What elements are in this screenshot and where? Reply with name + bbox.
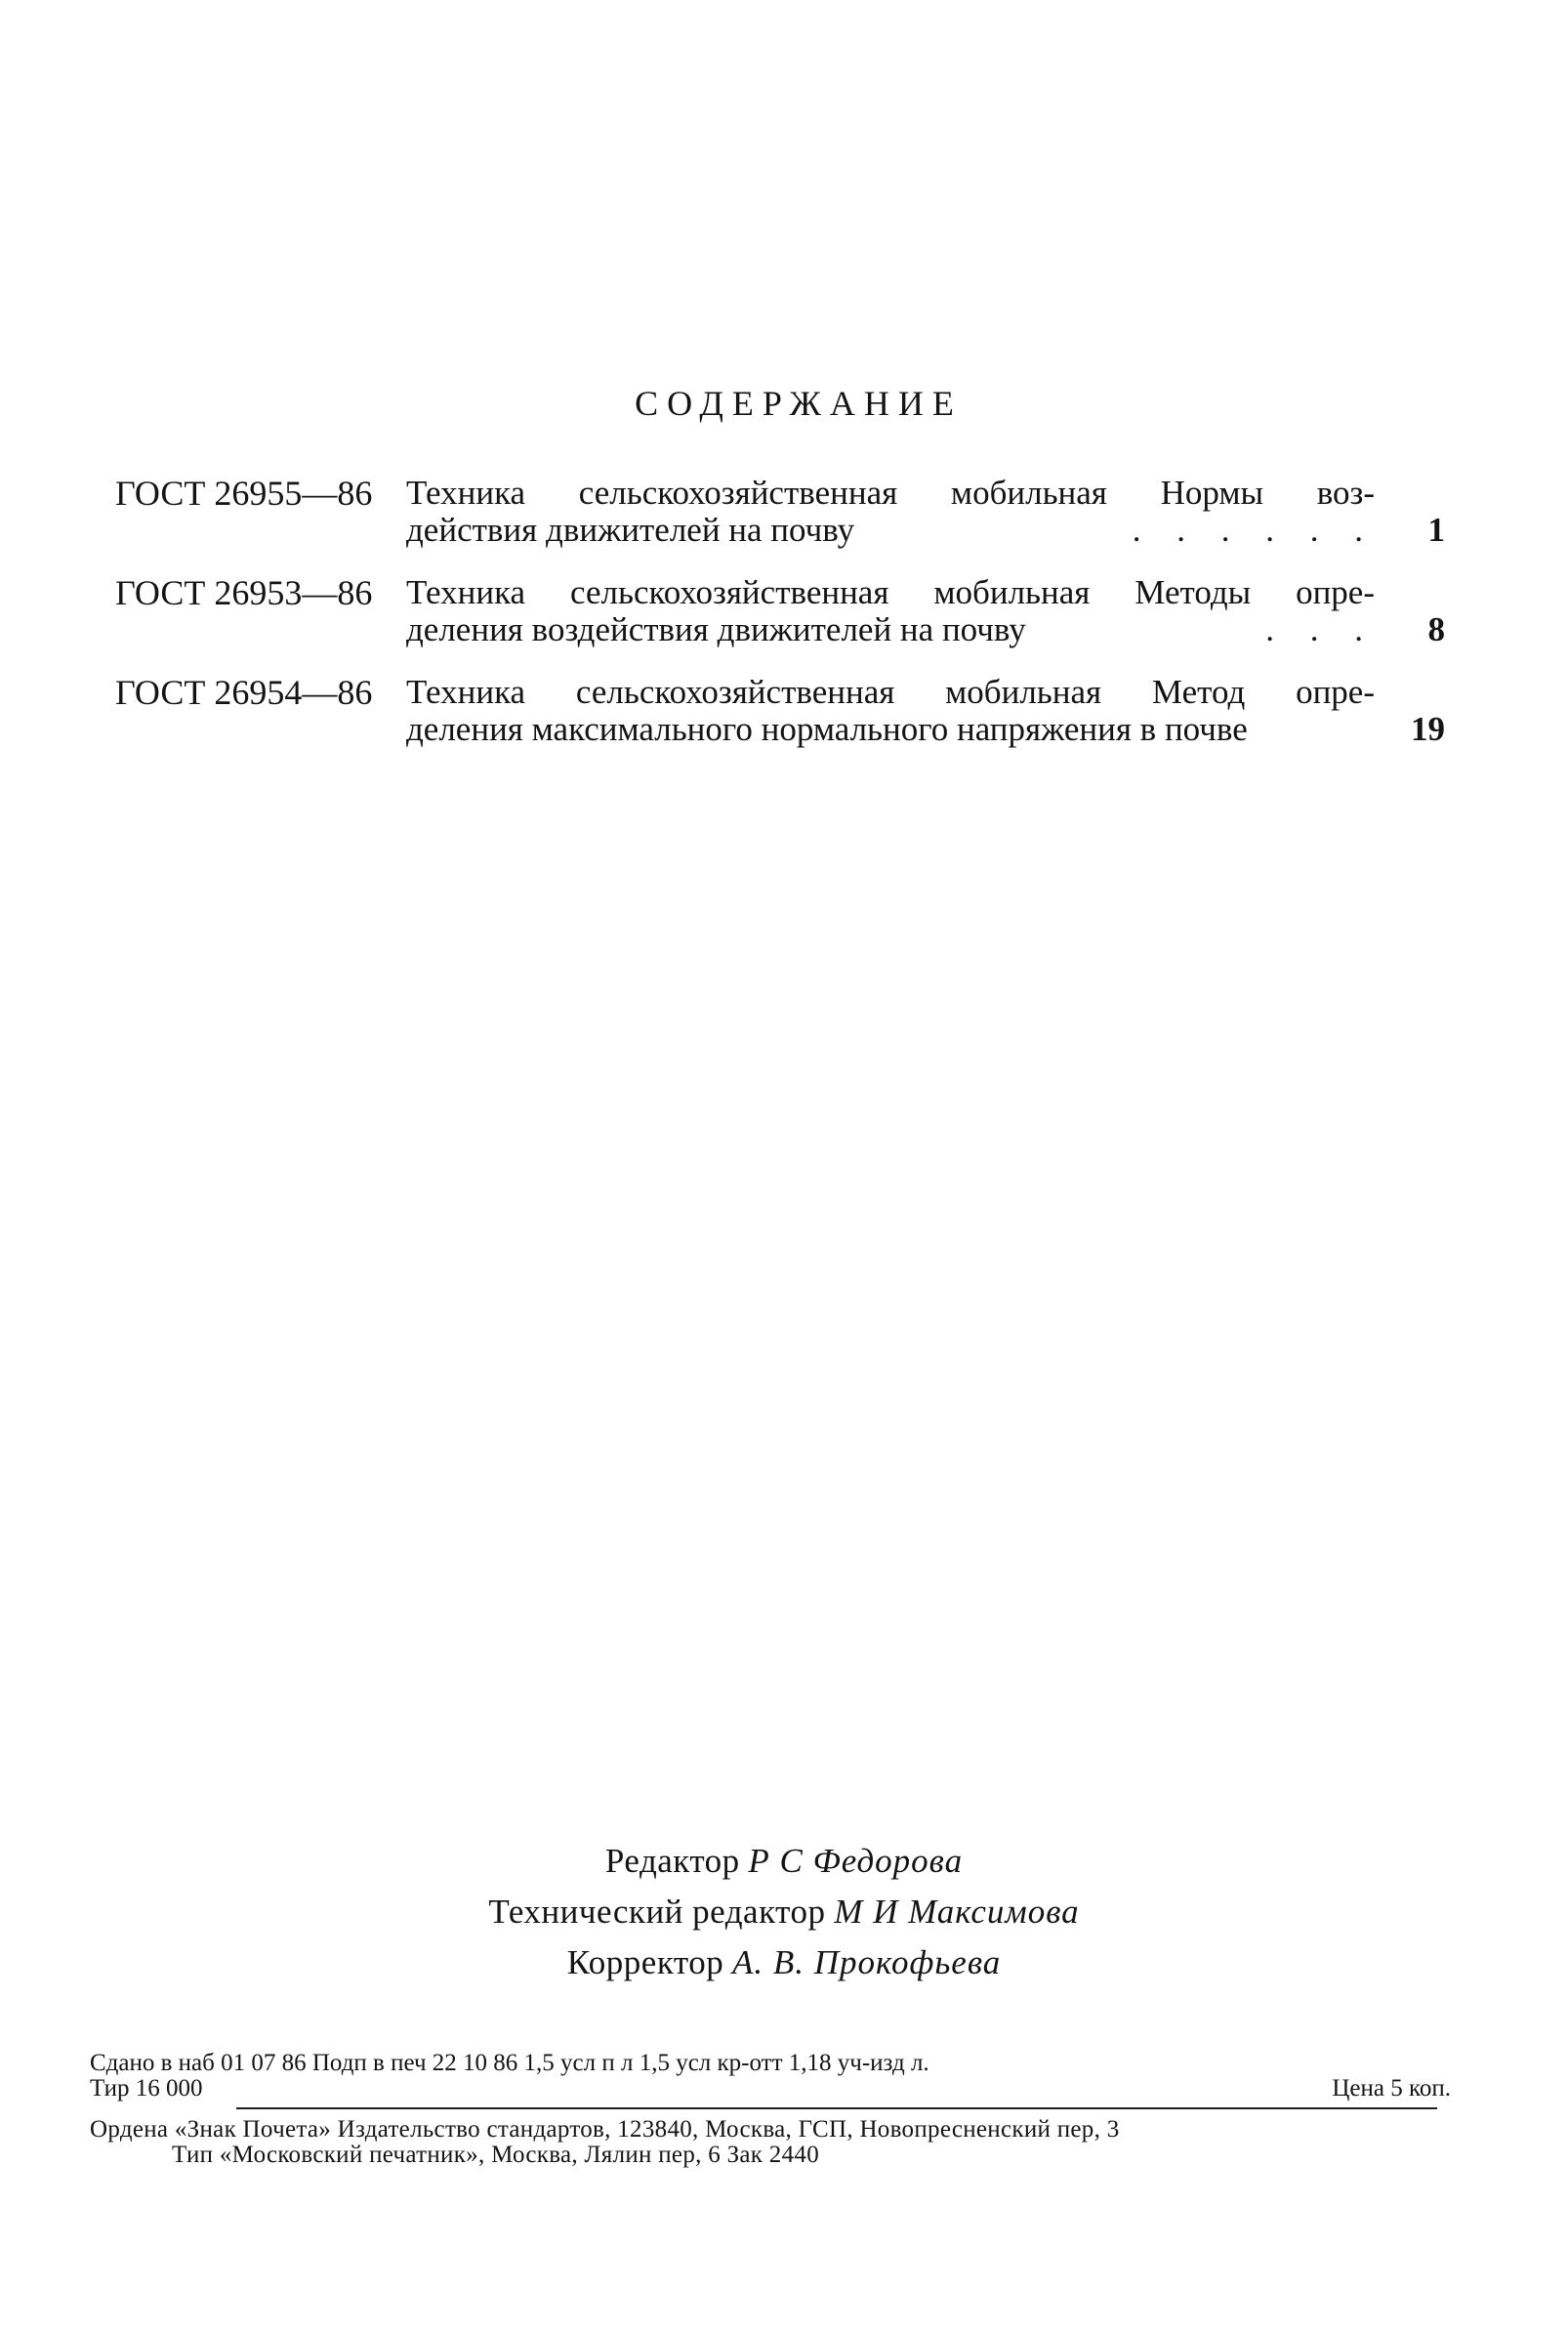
imprint-circulation-row <box>90 2076 1451 2102</box>
toc-entry-code: ГОСТ 26954—86 <box>115 673 373 712</box>
toc-leader-dots: . . . <box>1265 611 1377 648</box>
imprint <box>90 2051 1451 2168</box>
toc-entry-code: ГОСТ 26953—86 <box>115 573 373 612</box>
toc-page-number: 19 <box>1411 711 1445 748</box>
imprint-circulation: Тир 16 000 <box>90 2075 203 2102</box>
tech-editor-name: М И Максимова <box>834 1893 1080 1931</box>
imprint-print-details-text: Сдано в наб 01 07 86 Подп в печ 22 10 86 1,5 усл п л 1,5 усл кр-отт 1,18 уч-изд л. <box>90 2050 929 2076</box>
toc-title: СОДЕРЖАНИЕ <box>635 384 963 423</box>
toc-entry-line: деления воздействия движителей на почву <box>406 611 1026 648</box>
imprint-publisher: Ордена «Знак Почета» Издательство стандартов, 123840, Москва, ГСП, Новопресненский пер, 3 <box>90 2116 1120 2143</box>
corrector-role: Корректор <box>566 1943 724 1981</box>
toc-page-number: 1 <box>1427 512 1445 549</box>
corrector-credit <box>0 1937 1568 1988</box>
toc-entry-line: деления максимального нормального напряжения в почве <box>406 711 1248 748</box>
editor-credit <box>0 1836 1568 1887</box>
toc-entry[interactable] <box>115 574 1445 648</box>
corrector-name: А. В. Прокофьева <box>731 1943 1002 1981</box>
toc-entry-line: действия движителей на почву <box>406 512 855 549</box>
tech-editor-credit <box>0 1887 1568 1937</box>
imprint-divider <box>236 2107 1437 2109</box>
imprint-print-details <box>90 2051 1451 2076</box>
toc-entry-line-last <box>406 711 1445 748</box>
editor-role: Редактор <box>604 1842 740 1880</box>
toc-entry-code: ГОСТ 26955—86 <box>115 474 373 513</box>
editor-name: Р С Федорова <box>748 1842 964 1880</box>
imprint-printer: Тип «Московский печатник», Москва, Лялин пер, 6 Зак 2440 <box>172 2142 819 2168</box>
toc-leader-dots: . . . . . . <box>1132 512 1377 549</box>
toc-leader-dots <box>1248 711 1377 748</box>
toc-entry[interactable] <box>115 475 1445 549</box>
toc-entry-title <box>406 674 1445 748</box>
toc-entry[interactable] <box>115 674 1445 748</box>
toc-entry-line: Техника сельскохозяйственная мобильная Метод опре- <box>406 674 1375 711</box>
table-of-contents <box>115 475 1445 773</box>
imprint-price: Цена 5 коп. <box>1332 2075 1451 2102</box>
toc-page-number: 8 <box>1427 611 1445 648</box>
toc-entry-line: Техника сельскохозяйственная мобильная Методы опре- <box>406 574 1375 611</box>
toc-entry-line-last <box>406 512 1445 549</box>
toc-entry-title <box>406 574 1445 648</box>
toc-entry-line-last <box>406 611 1445 648</box>
editorial-credits <box>0 1836 1568 1988</box>
toc-entry-line: Техника сельскохозяйственная мобильная Нормы воз- <box>406 475 1375 512</box>
tech-editor-role: Технический редактор <box>488 1893 826 1931</box>
toc-entry-title <box>406 475 1445 549</box>
